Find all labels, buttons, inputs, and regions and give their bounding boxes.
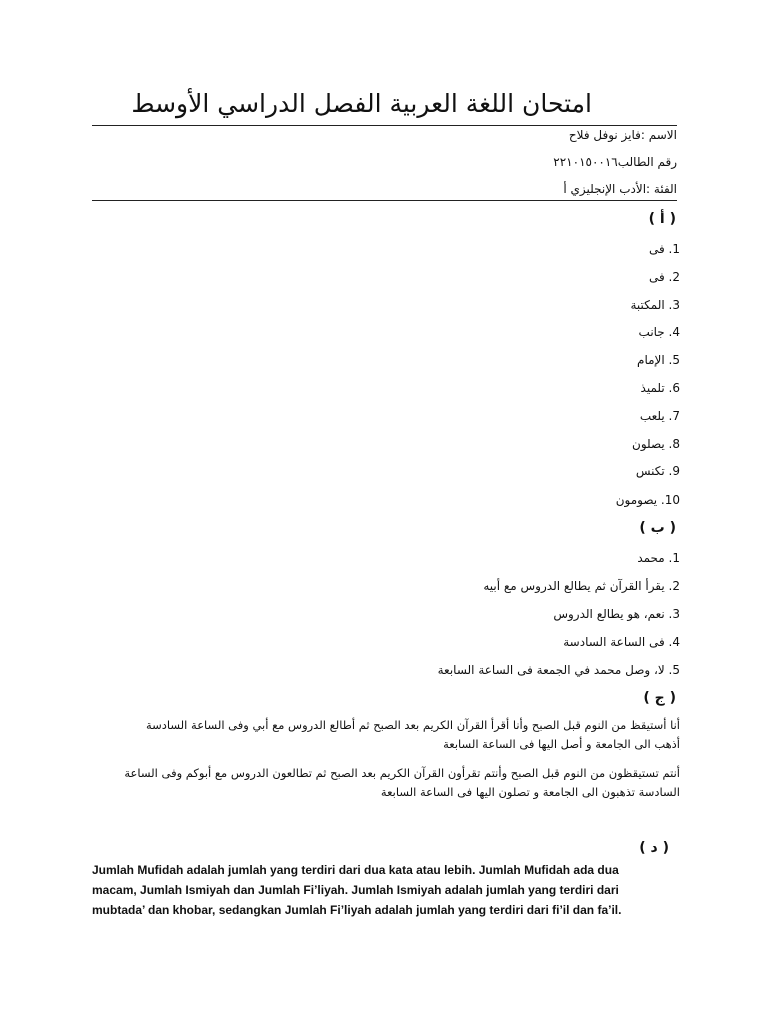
section-a-item: 6. تلميذ [640,381,680,395]
section-d-paragraph: Jumlah Mufidah adalah jumlah yang terdiri dari dua kata atau lebih. Jumlah Mufidah ada dua macam, Jumlah Ismiyah dan Jumlah Fi’liyah. Jumlah Ismiyah adalah jumlah yang terdiri dari mubtada’ dan khobar, sedangkan Jumlah Fi’liyah adalah jumlah yang terdiri dari fi’il dan fa’il. [92,863,622,917]
section-a-item: 10. يصومون [615,493,680,507]
student-number: رقم الطالب٢٢١٠١٥٠٠١٦ [553,155,677,169]
section-c-paragraph: أنا أستيقظ من النوم قبل الصبح وأنا أقرأ القرآن الكريم بعد الصبح ثم أطالع الدروس مع أبي وفى الساعة السادسة أذهب الى الجامعة و أصل اليها فى الساعة السابعة [145,718,680,751]
section-b-heading: ( ب ) [639,520,676,536]
section-a-item: 3. المكتبة [630,298,680,312]
section-c-heading: ( ج ) [643,690,676,706]
title-divider [92,125,677,126]
section-a-item: 8. يصلون [632,437,680,451]
section-a-item: 7. يلعب [639,409,680,423]
section-b-item: 2. يقرأ القرآن ثم يطالع الدروس مع أبيه [483,579,680,593]
student-name: الاسم :فايز نوفل فلاح [568,128,677,142]
section-a-item: 9. تكنس [635,464,680,478]
section-b-item: 3. نعم، هو يطالع الدروس [553,607,680,621]
section-a-heading: ( أ ) [648,211,676,227]
section-b-item: 5. لا، وصل محمد في الجمعة فى الساعة السابعة [437,663,680,677]
page-title: امتحان اللغة العربية الفصل الدراسي الأوسط [131,89,592,118]
section-b-item: 4. فى الساعة السادسة [563,635,680,649]
section-a-item: 1. فى [648,242,680,256]
section-d-heading: ( د ) [639,840,669,856]
section-a-item: 4. جانب [638,325,680,339]
student-class: الفئة :الأدب الإنجليزي أ [563,182,677,196]
section-a-item: 2. فى [648,270,680,284]
section-c-paragraph: أنتم تستيقظون من النوم قبل الصبح وأنتم تقرأون القرآن الكريم بعد الصبح ثم تطالعون الدروس مع أبوكم وفى الساعة السادسة تذهبون الى الجامعة و تصلون اليها فى الساعة السابعة [124,766,680,799]
section-b-item: 1. محمد [637,551,680,565]
header-divider [92,200,677,201]
section-a-item: 5. الإمام [637,353,680,367]
